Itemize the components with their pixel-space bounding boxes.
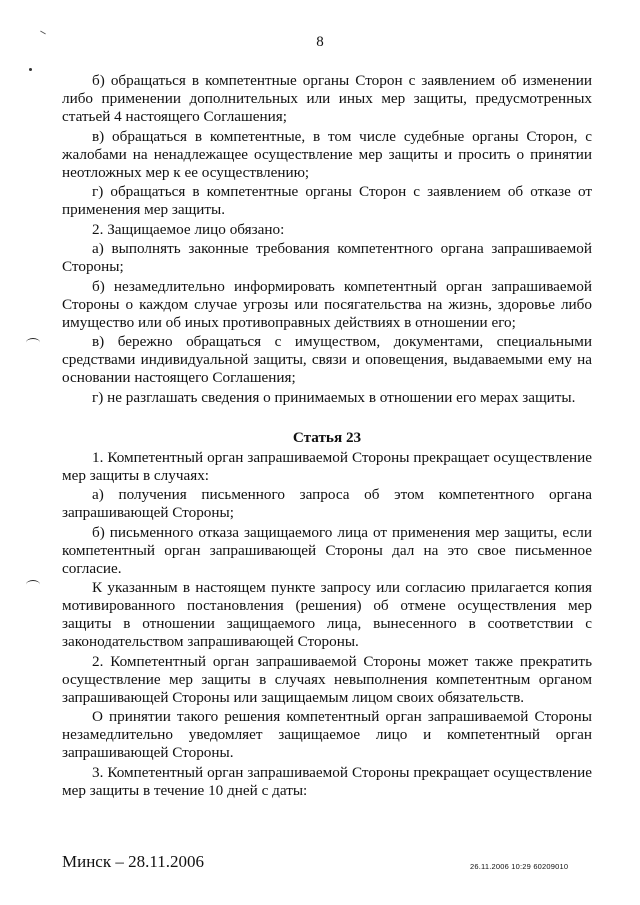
paragraph: 2. Компетентный орган запрашиваемой Стороны может также прекратить осуществление мер защиты в случаях невыполнения компетентным органом запрашивающей Стороны или защищаемым лицом своих обязательств. [62, 652, 592, 706]
footer-place-date: Минск – 28.11.2006 [62, 852, 204, 871]
paragraph: б) обращаться в компетентные органы Сторон с заявлением об изменении либо применении дополнительных или иных мер защиты, предусмотренных статьей 4 настоящего Соглашения; [62, 72, 592, 125]
paragraph: К указанным в настоящем пункте запросу или согласию прилагается копия мотивированного постановления (решения) об отмене осуществления мер защиты в отношении защищаемого лица, вынесенного в соответствии с законодательством запрашивающей Стороны. [62, 579, 592, 650]
paragraph: б) незамедлительно информировать компетентный орган запрашиваемой Стороны о каждом случае угрозы или посягательства на жизнь, здоровье либо имущество или об иных противоправных действиях в отношении его; [62, 277, 592, 331]
paragraph: г) не разглашать сведения о принимаемых в отношении его мерах защиты. [92, 388, 576, 406]
paragraph: в) обращаться в компетентные, в том числе судебные органы Сторон, с жалобами на ненадлежащее осуществление мер защиты и просить о принятии неотложных мер к ее осуществлению; [62, 127, 592, 181]
article-title: Статья 23 [292, 428, 362, 446]
paragraph: 2. Защищаемое лицо обязано: [92, 220, 285, 238]
margin-mark-lower [26, 580, 40, 589]
document-body [62, 72, 592, 801]
margin-mark-upper [26, 338, 40, 347]
scan-artifact-dot [29, 68, 32, 71]
page-number: 8 [316, 34, 324, 50]
paragraph: а) получения письменного запроса об этом компетентного органа запрашивающей Стороны; [62, 486, 592, 521]
paragraph: 3. Компетентный орган запрашиваемой Стороны прекращает осуществление мер защиты в течение 10 дней с даты: [62, 763, 592, 799]
paragraph: в) бережно обращаться с имуществом, документами, специальными средствами индивидуальной защиты, связи и оповещения, выдаваемыми ему на основании настоящего Соглашения; [62, 333, 592, 386]
paragraph: б) письменного отказа защищаемого лица от применения мер защиты, если компетентный орган запрашивающей Стороны дал на это свое письменное согласие. [62, 523, 592, 577]
paragraph: 1. Компетентный орган запрашиваемой Стороны прекращает осуществление мер защиты в случаях: [62, 448, 592, 484]
footer-stamp: 26.11.2006 10:29 60209010 [470, 862, 569, 871]
paragraph: а) выполнять законные требования компетентного органа запрашиваемой Стороны; [62, 240, 592, 275]
paragraph: О принятии такого решения компетентный орган запрашиваемой Стороны незамедлительно уведомляет защищаемое лицо и компетентный орган запрашивающей Стороны. [62, 708, 592, 761]
paragraph: г) обращаться в компетентные органы Сторон с заявлением об отказе от применения мер защиты. [62, 183, 592, 218]
